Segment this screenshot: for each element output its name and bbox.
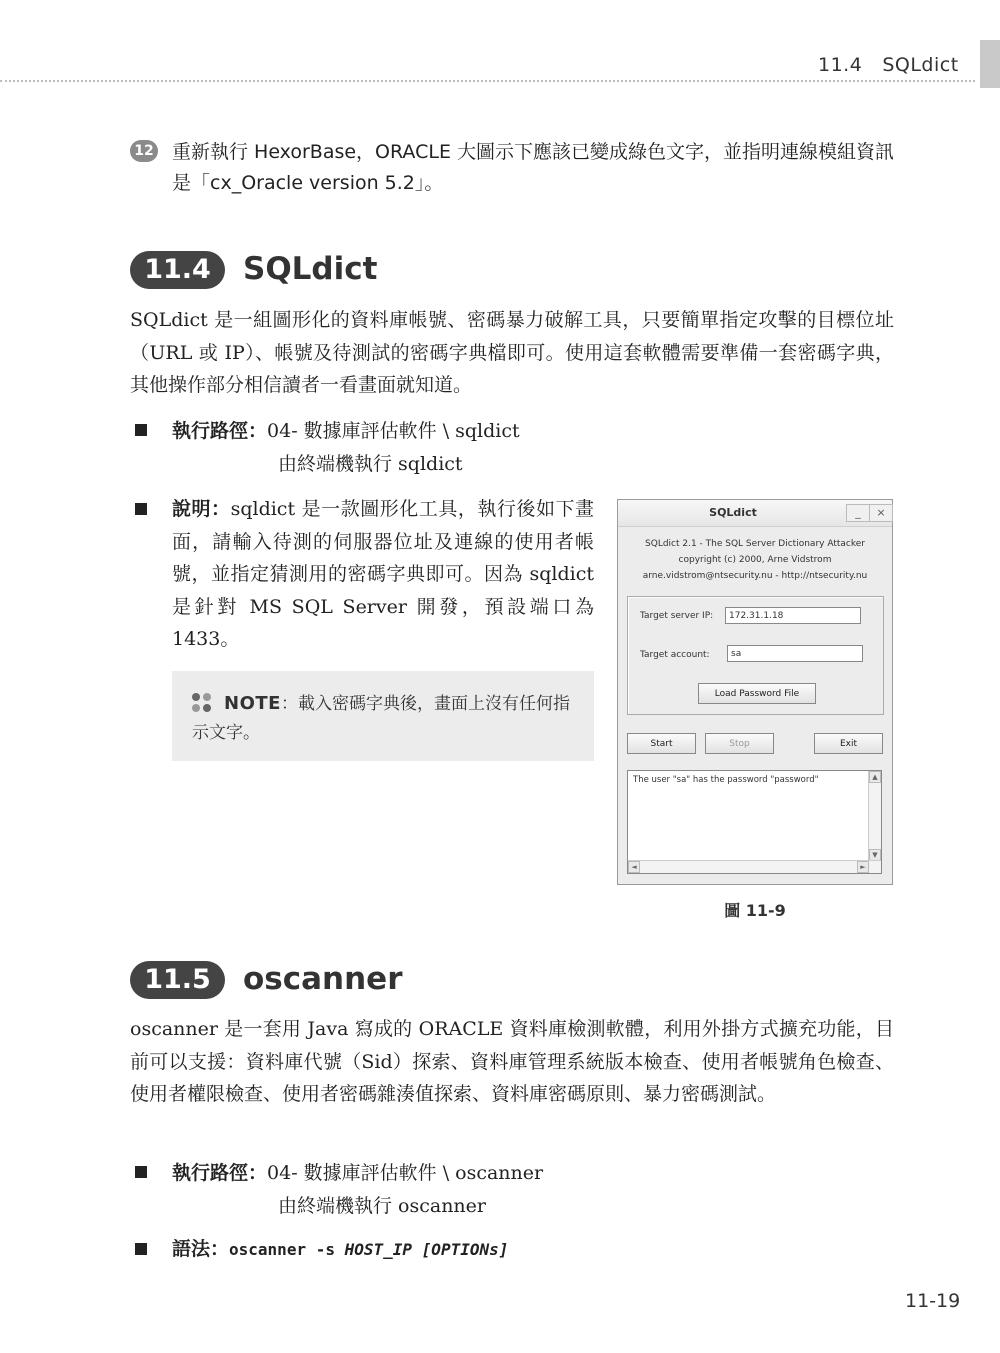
page-edge-tab [980, 40, 1000, 88]
exec-path [172, 415, 520, 448]
description-label: 說明： [172, 498, 231, 520]
horizontal-scrollbar[interactable] [628, 860, 881, 873]
note-text [192, 689, 578, 748]
load-password-file-button[interactable]: Load Password File [698, 683, 816, 704]
step-text: 重新執行 HexorBase，ORACLE 大圖示下應該已變成綠色文字，並指明連線模組資訊是「cx_Oracle version 5.2」。 [172, 141, 894, 194]
output-log [627, 770, 882, 874]
server-ip-input[interactable]: 172.31.1.18 [725, 607, 861, 624]
note-body: ：載入密碼字典後，畫面上沒有任何指示文字。 [192, 694, 570, 743]
bullet-marker [135, 1166, 147, 1178]
figure-caption: 圖 11-9 [724, 901, 786, 920]
bullet-marker [135, 424, 147, 436]
server-ip-label: Target server IP: [640, 611, 714, 621]
scroll-right-icon[interactable]: ► [857, 861, 869, 873]
section-title: oscanner [243, 961, 403, 997]
exec-path-line2: 由終端機執行 oscanner [278, 1195, 486, 1217]
info-line-3: arne.vidstrom@ntsecurity.nu - http://ntsecurity.nu [642, 571, 868, 581]
exec-path-label: 執行路徑： [172, 420, 268, 442]
bullet-marker [135, 503, 147, 515]
note-box [172, 671, 594, 761]
scroll-up-icon[interactable]: ▲ [869, 771, 881, 783]
header-divider [0, 80, 975, 82]
running-header [818, 54, 959, 76]
step-number-badge: 12 [130, 140, 158, 162]
window-titlebar [618, 500, 892, 527]
section-number-badge: 11.5 [130, 961, 225, 999]
syntax-command: oscanner -s [229, 1240, 345, 1259]
start-button[interactable]: Start [627, 733, 696, 754]
exec-path [172, 1157, 543, 1190]
header-section-title: SQLdict [882, 54, 959, 76]
info-line-1: SQLdict 2.1 - The SQL Server Dictionary Attacker [645, 539, 865, 549]
section-title: SQLdict [243, 251, 378, 287]
exec-path-label: 執行路徑： [172, 1162, 268, 1184]
sqldict-window [617, 499, 893, 885]
section-number-badge: 11.4 [130, 251, 225, 289]
syntax [172, 1233, 508, 1266]
section-intro: oscanner 是一套用 Java 寫成的 ORACLE 資料庫檢測軟體，利用外掛方式擴充功能，目前可以支援：資料庫代號（Sid）探索、資料庫管理系統版本檢查、使用者帳號角色檢查、使用者權限檢查、使用者密碼雜湊值探索、資料庫密碼原則、暴力密碼測試。 [130, 1018, 894, 1105]
header-section-number: 11.4 [818, 54, 863, 76]
info-line-2: copyright (c) 2000, Arne Vidstrom [678, 555, 832, 565]
page-number: 11-19 [905, 1290, 961, 1312]
section-intro: SQLdict 是一組圖形化的資料庫帳號、密碼暴力破解工具，只要簡單指定攻擊的目標位址（URL 或 IP）、帳號及待測試的密碼字典檔即可。使用這套軟體需要準備一套密碼字典，其他操作部分相信讀者一看畫面就知道。 [130, 309, 894, 396]
scroll-down-icon[interactable]: ▼ [869, 849, 881, 861]
exec-path-line1: 04- 數據庫評估軟件 \ oscanner [267, 1162, 544, 1184]
step-12 [130, 137, 900, 199]
minimize-button[interactable]: _ [846, 504, 870, 522]
target-groupbox [627, 596, 884, 715]
description [172, 493, 594, 656]
note-label: NOTE [224, 693, 281, 714]
exec-path-line2: 由終端機執行 sqldict [278, 453, 463, 475]
close-button[interactable]: × [869, 504, 893, 522]
log-text: The user "sa" has the password "password" [633, 775, 819, 785]
bullet-marker [135, 1243, 147, 1255]
account-label: Target account: [640, 650, 710, 660]
exit-button[interactable]: Exit [814, 733, 883, 754]
syntax-arguments: HOST_IP [OPTIONs] [344, 1240, 509, 1259]
vertical-scrollbar[interactable] [868, 771, 881, 861]
stop-button[interactable]: Stop [705, 733, 774, 754]
scroll-left-icon[interactable]: ◄ [628, 861, 640, 873]
account-input[interactable]: sa [727, 645, 863, 662]
exec-path-line1: 04- 數據庫評估軟件 \ sqldict [267, 420, 520, 442]
description-text: sqldict 是一款圖形化工具，執行後如下畫面，請輸入待測的伺服器位址及連線的使用者帳號，並指定猜測用的密碼字典即可。因為 sqldict 是針對 MS SQL Server 開發，預設端口為 1433。 [172, 498, 594, 650]
syntax-label: 語法： [172, 1238, 230, 1260]
window-title: SQLdict [709, 506, 757, 519]
